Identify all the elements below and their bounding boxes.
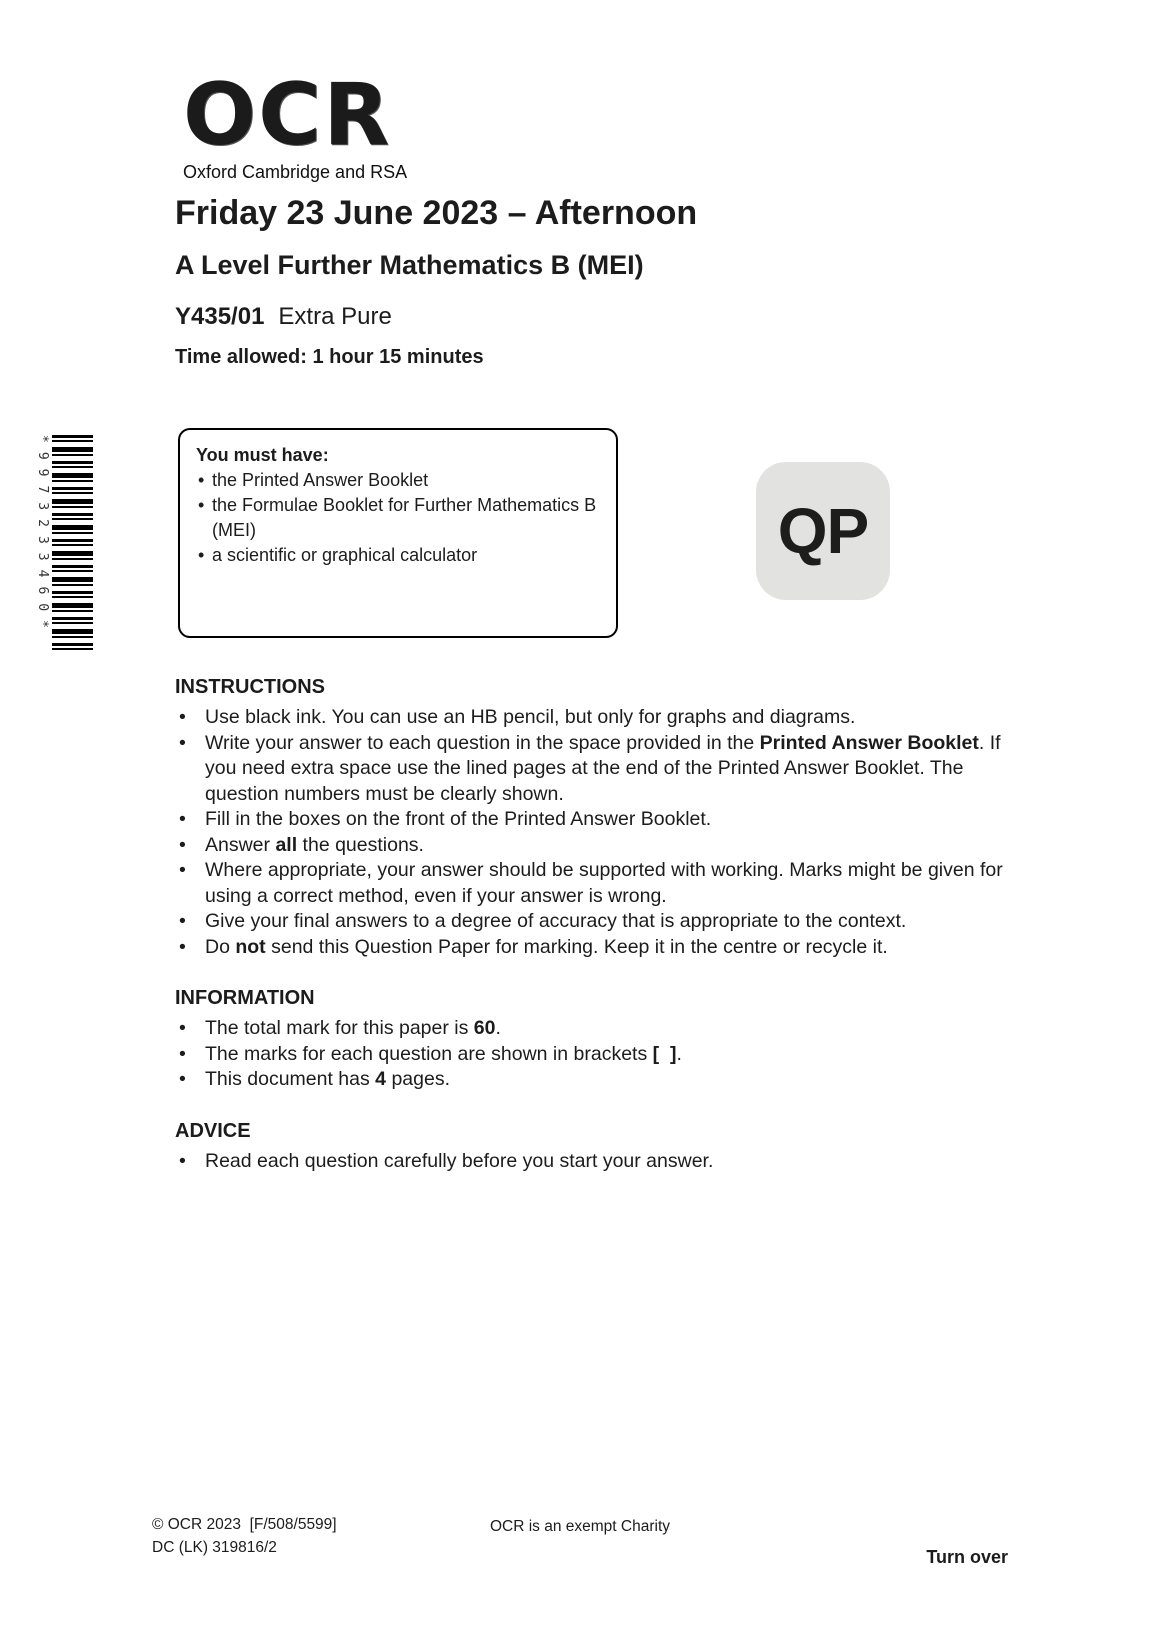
paper-line <box>175 303 392 331</box>
instructions-list <box>175 705 1009 960</box>
must-have-item: • the Printed Answer Booklet <box>196 468 600 493</box>
barcode-bars <box>52 435 93 655</box>
advice-item: • Read each question carefully before you start your answer. <box>175 1149 1009 1175</box>
information-item: • This document has 4 pages. <box>175 1067 1009 1093</box>
footer-doc-ref: DC (LK) 319816/2 <box>152 1539 277 1556</box>
advice-section <box>175 1119 1009 1175</box>
body-sections <box>175 675 1009 1174</box>
instructions-heading: INSTRUCTIONS <box>175 676 325 698</box>
information-item: • The marks for each question are shown in brackets [ ]. <box>175 1042 1009 1068</box>
footer-turn-over: Turn over <box>926 1547 1008 1567</box>
ocr-logo-text: OCR <box>183 65 392 165</box>
page-footer <box>152 1516 1008 1570</box>
must-have-title: You must have: <box>196 445 329 465</box>
barcode-text: *9973233460* <box>35 435 50 637</box>
paper-code: Y435/01 <box>175 303 265 330</box>
instruction-item: • Do not send this Question Paper for marking. Keep it in the centre or recycle it. <box>175 935 1009 961</box>
must-have-item: • the Formulae Booklet for Further Mathematics B (MEI) <box>196 493 600 543</box>
exam-date-title: Friday 23 June 2023 – Afternoon <box>175 194 698 232</box>
instruction-item: • Use black ink. You can use an HB pencil, but only for graphs and diagrams. <box>175 705 1009 731</box>
instruction-item: • Give your final answers to a degree of accuracy that is appropriate to the context. <box>175 909 1009 935</box>
qp-badge <box>756 462 890 600</box>
instruction-item: • Where appropriate, your answer should be supported with working. Marks might be given for using a correct method, even if your answer is wrong. <box>175 858 1009 909</box>
paper-name: Extra Pure <box>278 303 392 330</box>
instruction-item: • Fill in the boxes on the front of the Printed Answer Booklet. <box>175 807 1009 833</box>
instruction-item: • Answer all the questions. <box>175 833 1009 859</box>
information-item: • The total mark for this paper is 60. <box>175 1016 1009 1042</box>
time-allowed: Time allowed: 1 hour 15 minutes <box>175 346 484 368</box>
information-list <box>175 1016 1009 1093</box>
must-have-list <box>196 468 600 568</box>
footer-copyright: © OCR 2023 [F/508/5599] <box>152 1516 337 1533</box>
advice-heading: ADVICE <box>175 1119 251 1142</box>
instructions-section <box>175 675 1009 960</box>
ocr-logo-tagline: Oxford Cambridge and RSA <box>183 162 408 182</box>
qualification-title: A Level Further Mathematics B (MEI) <box>175 250 644 280</box>
qp-badge-label: QP <box>777 495 869 567</box>
instruction-item: • Write your answer to each question in the space provided in the Printed Answer Booklet. If you need extra space use the lined pages at the end of the Printed Answer Booklet. The question numbers must be clearly shown. <box>175 731 1009 808</box>
barcode <box>36 435 98 657</box>
information-heading: INFORMATION <box>175 987 315 1009</box>
advice-list <box>175 1149 1009 1175</box>
footer-charity-note: OCR is an exempt Charity <box>489 1518 671 1535</box>
ocr-logo <box>183 65 408 183</box>
must-have-box <box>178 428 618 638</box>
information-section <box>175 986 1009 1093</box>
must-have-item: • a scientific or graphical calculator <box>196 543 600 568</box>
